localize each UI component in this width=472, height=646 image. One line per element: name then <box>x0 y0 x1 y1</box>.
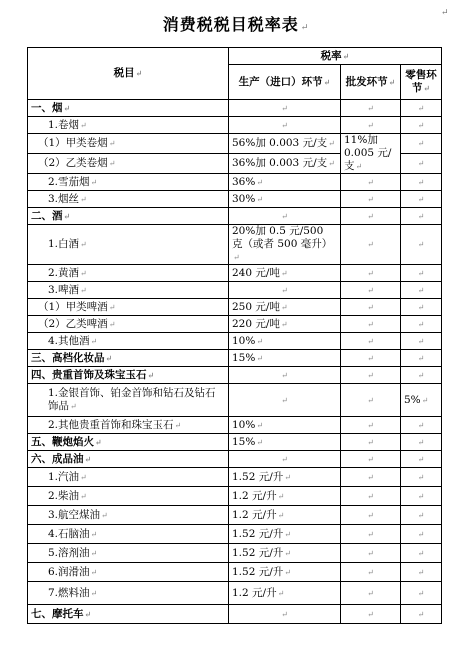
table-row: （2）乙类啤酒↵ 220 元/吨↵ ↵ ↵ <box>28 316 442 333</box>
table-row: 1.汽油↵ 1.52 元/升↵ ↵ ↵ <box>28 468 442 487</box>
table-row: 二、酒↵ ↵ ↵ ↵ <box>28 208 442 225</box>
production-rate-cell: 1.52 元/升↵ <box>229 468 341 487</box>
document-title-text: 消费税税目税率表 <box>162 15 299 34</box>
production-rate-cell: 1.2 元/升↵ <box>229 506 341 525</box>
paragraph-mark-icon: ↵ <box>300 23 310 33</box>
table-row: 2.雪茄烟↵ 36%↵ ↵ ↵ <box>28 174 442 191</box>
tax-item-cell: （1）甲类啤酒↵ <box>28 299 229 316</box>
table-row: 2.柴油↵ 1.2 元/升↵ ↵ ↵ <box>28 487 442 506</box>
table-row: 七、摩托车↵ ↵ ↵ ↵ <box>28 605 442 624</box>
table-row: 5.溶剂油↵ 1.52 元/升↵ ↵ ↵ <box>28 544 442 563</box>
tax-item-cell: （1）甲类卷烟↵ <box>28 134 229 154</box>
tax-item-cell: 2.柴油↵ <box>28 487 229 506</box>
production-rate-cell: 250 元/吨↵ <box>229 299 341 316</box>
production-rate-cell: 36%加 0.003 元/支↵ <box>229 154 341 174</box>
retail-rate-cell: 5%↵ <box>401 384 442 417</box>
table-row: （1）甲类卷烟↵ 56%加 0.003 元/支↵ 11%加 0.005 元/支↵ ↵ <box>28 134 442 154</box>
production-rate-cell: 20%加 0.5 元/500 克（或者 500 毫升）↵ <box>229 225 341 265</box>
table-row: 6.润滑油↵ 1.52 元/升↵ ↵ ↵ <box>28 563 442 582</box>
production-rate-cell: 1.52 元/升↵ <box>229 525 341 544</box>
header-production: 生产（进口）环节↵ <box>229 65 341 100</box>
production-rate-cell: 1.52 元/升↵ <box>229 563 341 582</box>
table-row: 4.石脑油↵ 1.52 元/升↵ ↵ ↵ <box>28 525 442 544</box>
tax-item-cell: 1.金银首饰、铂金首饰和钻石及钻石饰品↵ <box>28 384 229 417</box>
table-row: 4.其他酒↵ 10%↵ ↵ ↵ <box>28 333 442 350</box>
wholesale-rate-cell: 11%加 0.005 元/支↵ <box>341 134 401 174</box>
table-row: 1.金银首饰、铂金首饰和钻石及钻石饰品↵ ↵ ↵ 5%↵ <box>28 384 442 417</box>
table-row: 三、高档化妆品↵ 15%↵ ↵ ↵ <box>28 350 442 367</box>
table-row: （2）乙类卷烟↵ 36%加 0.003 元/支↵ ↵ <box>28 154 442 174</box>
tax-item-cell: 1.汽油↵ <box>28 468 229 487</box>
document-title <box>0 12 472 35</box>
paragraph-mark-icon: ↵ <box>441 8 449 18</box>
production-rate-cell: 30%↵ <box>229 191 341 208</box>
production-rate-cell: 220 元/吨↵ <box>229 316 341 333</box>
header-tax-item: 税目↵ <box>28 48 229 100</box>
table-row: （1）甲类啤酒↵ 250 元/吨↵ ↵ ↵ <box>28 299 442 316</box>
tax-item-cell: 五、鞭炮焰火↵ <box>28 434 229 451</box>
tax-item-cell: 1.白酒↵ <box>28 225 229 265</box>
tax-item-cell: 3.啤酒↵ <box>28 282 229 299</box>
production-rate-cell: 36%↵ <box>229 174 341 191</box>
tax-item-cell: 三、高档化妆品↵ <box>28 350 229 367</box>
tax-item-cell: 七、摩托车↵ <box>28 605 229 624</box>
tax-item-cell: 4.石脑油↵ <box>28 525 229 544</box>
tax-item-cell: 4.其他酒↵ <box>28 333 229 350</box>
table-row: 2.黄酒↵ 240 元/吨↵ ↵ ↵ <box>28 265 442 282</box>
tax-item-cell: （2）乙类啤酒↵ <box>28 316 229 333</box>
tax-item-cell: 3.烟丝↵ <box>28 191 229 208</box>
header-wholesale: 批发环节↵ <box>341 65 401 100</box>
tax-item-cell: 四、贵重首饰及珠宝玉石↵ <box>28 367 229 384</box>
tax-item-cell: 5.溶剂油↵ <box>28 544 229 563</box>
table-row: 五、鞭炮焰火↵ 15%↵ ↵ ↵ <box>28 434 442 451</box>
production-rate-cell: 1.2 元/升↵ <box>229 582 341 605</box>
table-row: 3.航空煤油↵ 1.2 元/升↵ ↵ ↵ <box>28 506 442 525</box>
production-rate-cell: 15%↵ <box>229 350 341 367</box>
table-row: 四、贵重首饰及珠宝玉石↵ ↵ ↵ ↵ <box>28 367 442 384</box>
production-rate-cell: 10%↵ <box>229 333 341 350</box>
tax-item-cell: （2）乙类卷烟↵ <box>28 154 229 174</box>
header-retail: 零售环节↵ <box>401 65 442 100</box>
tax-item-cell: 一、烟↵ <box>28 100 229 117</box>
tax-rate-table <box>27 47 442 624</box>
table-row: 1.白酒↵ 20%加 0.5 元/500 克（或者 500 毫升）↵ ↵ ↵ <box>28 225 442 265</box>
header-tax-rate: 税率↵ <box>229 48 442 65</box>
tax-item-cell: 2.黄酒↵ <box>28 265 229 282</box>
table-row: 六、成品油↵ ↵ ↵ ↵ <box>28 451 442 468</box>
production-rate-cell: 1.2 元/升↵ <box>229 487 341 506</box>
tax-item-cell: 2.雪茄烟↵ <box>28 174 229 191</box>
table-row: 3.烟丝↵ 30%↵ ↵ ↵ <box>28 191 442 208</box>
tax-item-cell: 2.其他贵重首饰和珠宝玉石↵ <box>28 417 229 434</box>
production-rate-cell: 10%↵ <box>229 417 341 434</box>
production-rate-cell: 15%↵ <box>229 434 341 451</box>
tax-item-cell: 二、酒↵ <box>28 208 229 225</box>
production-rate-cell: 56%加 0.003 元/支↵ <box>229 134 341 154</box>
tax-item-cell: 3.航空煤油↵ <box>28 506 229 525</box>
table-row: 7.燃料油↵ 1.2 元/升↵ ↵ ↵ <box>28 582 442 605</box>
production-rate-cell: 1.52 元/升↵ <box>229 544 341 563</box>
production-rate-cell: 240 元/吨↵ <box>229 265 341 282</box>
header-row-1 <box>28 48 442 65</box>
table-row: 2.其他贵重首饰和珠宝玉石↵ 10%↵ ↵ ↵ <box>28 417 442 434</box>
table-row: 一、烟↵ ↵ ↵ ↵ <box>28 100 442 117</box>
table-row: 1.卷烟↵ ↵ ↵ ↵ <box>28 117 442 134</box>
tax-item-cell: 六、成品油↵ <box>28 451 229 468</box>
tax-item-cell: 7.燃料油↵ <box>28 582 229 605</box>
tax-item-cell: 1.卷烟↵ <box>28 117 229 134</box>
tax-item-cell: 6.润滑油↵ <box>28 563 229 582</box>
table-row: 3.啤酒↵ ↵ ↵ ↵ <box>28 282 442 299</box>
